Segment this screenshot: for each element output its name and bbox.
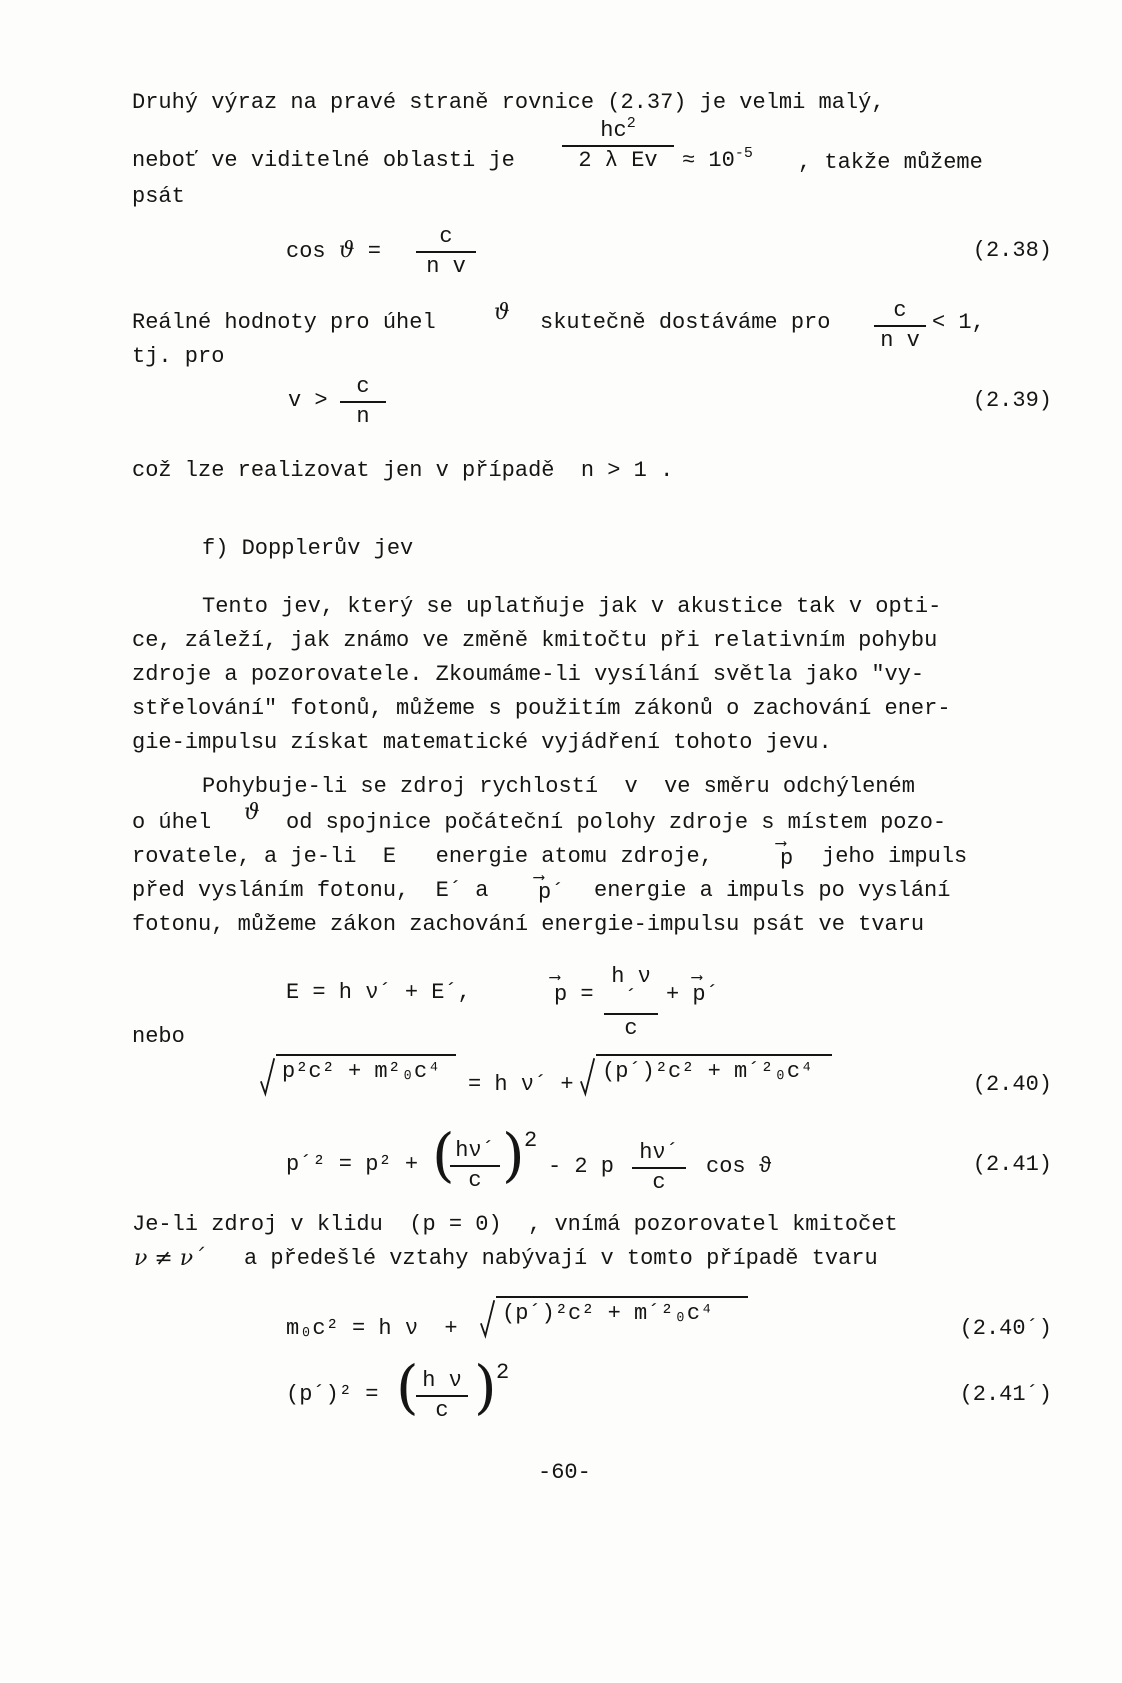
text-line: rovatele, a je-li E energie atomu zdroje, bbox=[132, 844, 713, 869]
text-line: energie a impuls po vyslání bbox=[594, 878, 951, 903]
text-line: tj. pro bbox=[132, 344, 225, 369]
text-line: ce, záleží, jak známo ve změně kmitočtu při relativním pohybu bbox=[132, 628, 938, 653]
left-paren: ( bbox=[432, 1121, 455, 1189]
inequality-v: v > bbox=[288, 388, 328, 413]
text-line: před vysláním fotonu, E´ a bbox=[132, 878, 489, 903]
radical-1: p²c² + m²₀c⁴ bbox=[276, 1054, 456, 1083]
cos-theta: cos ϑ bbox=[706, 1154, 773, 1179]
nu-inequality: ν ≠ ν´ bbox=[134, 1246, 205, 1271]
fraction-hnu-over-c: $\frac{\text{h ν´}}{c}$ bbox=[604, 966, 658, 1040]
text-line: o úhel bbox=[132, 810, 212, 835]
text-line: psát bbox=[132, 184, 185, 209]
right-paren: ) bbox=[502, 1121, 525, 1189]
equation-left: (p´)² = bbox=[286, 1382, 379, 1407]
sqrt-icon bbox=[480, 1296, 496, 1340]
equation-mid: - 2 p bbox=[548, 1154, 615, 1179]
text-line: Je-li zdroj v klidu (p = 0) , vnímá pozorovatel kmitočet bbox=[132, 1212, 898, 1237]
denominator: 2 λ Ev bbox=[562, 145, 674, 172]
text-line: což lze realizovat jen v případě n > 1 . bbox=[132, 458, 674, 483]
text-line: neboť ve viditelné oblasti je bbox=[132, 148, 515, 173]
theta-symbol: ϑ bbox=[244, 800, 260, 825]
equation-number: (2.41´) bbox=[959, 1382, 1052, 1407]
vector-arrow-icon: ⟶ bbox=[550, 969, 560, 987]
approx-value: ≈ $10^{-5}$ bbox=[682, 145, 753, 173]
text-line: Reálné hodnoty pro úhel bbox=[132, 310, 436, 335]
theta-symbol: ϑ bbox=[494, 300, 510, 325]
fraction-hnu-over-c: $\frac{\text{h ν}}{c}$ bbox=[416, 1370, 468, 1422]
equation-mid: = h ν´ + bbox=[468, 1072, 574, 1097]
text-line: od spojnice počáteční polohy zdroje s místem pozo- bbox=[286, 810, 947, 835]
text-line: Pohybuje-li se zdroj rychlostí v ve směru odchýleném bbox=[202, 774, 915, 799]
text-line: nebo bbox=[132, 1024, 185, 1049]
left-paren: ( bbox=[396, 1353, 419, 1421]
text-line: Tento jev, který se uplatňuje jak v akustice tak v opti- bbox=[202, 594, 942, 619]
equation-number: (2.39) bbox=[972, 388, 1052, 413]
fraction-hc2-over-2lambdaEv: $\frac{hc^2}{\text{2 λ Ev}}$ bbox=[562, 120, 674, 172]
equation-number: (2.41) bbox=[972, 1152, 1052, 1177]
text-line: a předešlé vztahy nabývají v tomto případě tvaru bbox=[244, 1246, 878, 1271]
sqrt-icon bbox=[260, 1054, 276, 1098]
vector-p-prime-sum: + p´ bbox=[666, 982, 719, 1007]
sqrt-icon bbox=[580, 1054, 596, 1098]
vector-arrow-icon: ⟶ bbox=[534, 869, 544, 887]
fraction-hnu-over-c: $\frac{h\nu´}{c}$ bbox=[450, 1140, 500, 1192]
right-paren: ) bbox=[474, 1353, 497, 1421]
exponent: 2 bbox=[524, 1128, 538, 1153]
fraction-c-over-nv: $\frac{c}{\text{n v}}$ bbox=[416, 226, 476, 278]
vector-p: p bbox=[780, 846, 794, 871]
page-number: -60- bbox=[538, 1460, 591, 1485]
section-heading: f) Dopplerův jev bbox=[202, 536, 414, 561]
vector-p: p = bbox=[554, 982, 594, 1007]
equation-number: (2.38) bbox=[972, 238, 1052, 263]
text-line: Druhý výraz na pravé straně rovnice (2.37) je velmi malý, bbox=[132, 90, 885, 115]
fraction-hnu-over-c: $\frac{h\nu´}{c}$ bbox=[632, 1142, 686, 1194]
vector-arrow-icon: ⟶ bbox=[776, 835, 786, 853]
radical-2: (p´)²c² + m´²₀c⁴ bbox=[596, 1054, 832, 1083]
equation-number: (2.40) bbox=[972, 1072, 1052, 1097]
radical-3: (p´)²c² + m´²₀c⁴ bbox=[496, 1296, 748, 1325]
text-line: gie-impulsu získat matematické vyjádření tohoto jevu. bbox=[132, 730, 832, 755]
vector-arrow-icon: ⟶ bbox=[692, 969, 702, 987]
text-line: zdroje a pozorovatele. Zkoumáme-li vysílání světla jako "vy- bbox=[132, 662, 925, 687]
equation-number: (2.40´) bbox=[959, 1316, 1052, 1341]
equation-energy: E = h ν´ + E´, bbox=[286, 980, 471, 1005]
numerator: hc bbox=[600, 118, 627, 143]
text-line: střelování" fotonů, můžeme s použitím zákonů o zachování ener- bbox=[132, 696, 951, 721]
text-line: jeho impuls bbox=[822, 844, 968, 869]
equation-left: p´² = p² + bbox=[286, 1152, 419, 1177]
equation-cos-theta: cos ϑ = bbox=[286, 238, 381, 264]
equation-left: m₀c² = h ν + bbox=[286, 1316, 458, 1341]
text-line: skutečně dostáváme pro bbox=[540, 310, 831, 335]
vector-p-prime: p´ bbox=[538, 880, 565, 905]
inequality: < 1, bbox=[932, 310, 985, 335]
text-line: , takže můžeme bbox=[798, 150, 983, 175]
text-line: fotonu, můžeme zákon zachování energie-impulsu psát ve tvaru bbox=[132, 912, 925, 937]
fraction-c-over-n: $\frac{c}{n}$ bbox=[340, 376, 386, 428]
fraction-c-over-nv: $\frac{c}{\text{n v}}$ bbox=[874, 300, 926, 352]
exponent: 2 bbox=[496, 1360, 510, 1385]
